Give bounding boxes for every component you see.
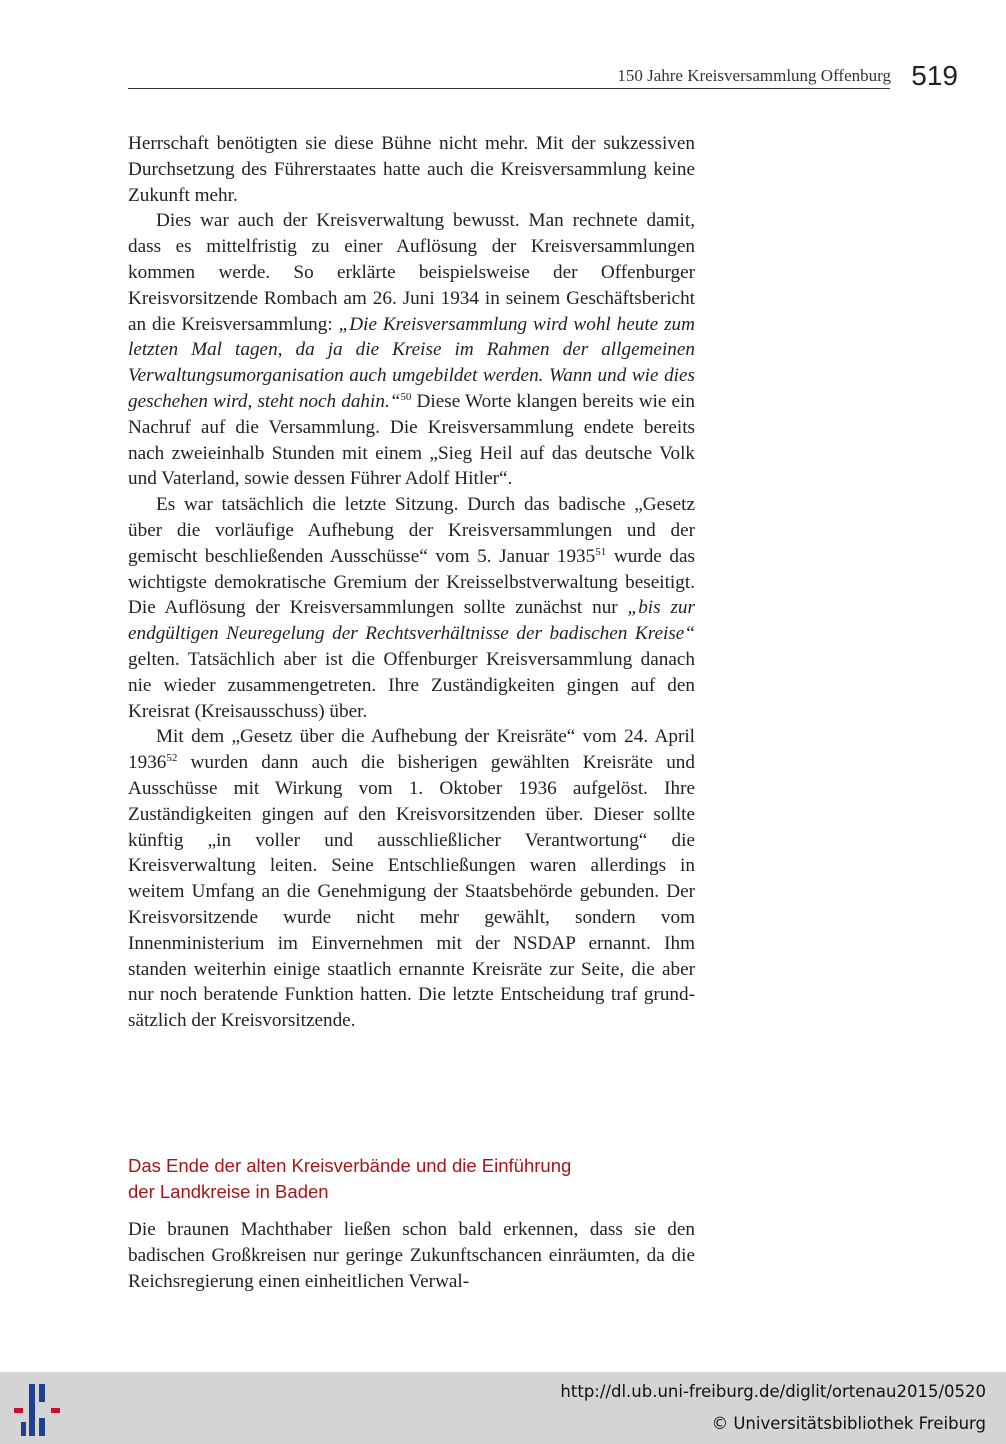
section-heading	[128, 1153, 695, 1204]
ub-freiburg-logo-icon[interactable]	[12, 1382, 64, 1438]
paragraph-2-quote: „Die Kreisversammlung wird wohl heute zum letzten Mal tagen, da ja die Kreise im Rahmen der allgemeinen Verwaltungsumorganisation auch umgebildet werden. Wann und wie dies geschehen wird, steht noch dahin.“	[128, 313, 696, 412]
paragraph-3-quote: „bis zur endgültigen Neuregelung der Rechtsverhältnisse der badischen Kreise“	[128, 597, 695, 645]
section-heading-line-1: Das Ende der alten Kreisverbände und die Einführung	[128, 1155, 572, 1176]
footer-bar	[0, 1372, 1006, 1444]
paragraph-4	[128, 724, 695, 1034]
paragraph-2-text-a: Dies war auch der Kreisverwaltung bewusst. Man rechnete damit, dass es mittelfristig zu einer Auflösung der Kreisversammlungen kommen werde. So erklärte beispielsweise der Offenburger Kreisvorsitzende Rombach am 26. Juni 1934 in seinem Geschäftsbericht an die Kreisversammlung:	[128, 210, 695, 335]
footer-url-link[interactable]: http://dl.ub.uni-freiburg.de/diglit/ortenau2015/0520	[560, 1382, 986, 1401]
page-header	[128, 58, 958, 98]
footer-copyright: © Universitätsbibliothek Freiburg	[711, 1414, 986, 1433]
paragraph-2	[128, 208, 695, 492]
footnote-ref-52: 52	[166, 752, 178, 765]
section-paragraph	[128, 1217, 695, 1294]
paragraph-4-text-a: Mit dem „Gesetz über die Aufhebung der Kreisräte“ vom 24. April 1936	[128, 726, 695, 774]
paragraph-3-text-b: wurde das wichtigste demokratische Gremium der Kreisselbstverwaltung beseitigt. Die Auflösung der Kreisversammlungen sollte zunächst nur	[128, 545, 696, 619]
section-paragraph-text: Die braunen Machthaber ließen schon bald erkennen, dass sie den badischen Großkreisen nur geringe Zukunftschancen einräumten, da die Reichsregierung einen einheitlichen Verwal-	[128, 1219, 695, 1292]
paragraph-3	[128, 492, 695, 724]
footnote-ref-51: 51	[595, 545, 607, 558]
running-title: 150 Jahre Kreisversammlung Offenburg	[617, 66, 891, 85]
page-number: 519	[911, 60, 958, 91]
paragraph-2-text-b: Diese Worte klangen bereits wie ein Nachruf auf die Versammlung. Die Kreisversammlung endete bereits nach zweieinhalb Stunden mit einem „Sieg Heil auf das deutsche Volk und Vaterland, sowie dessen Führer Adolf Hitler“.	[128, 390, 695, 490]
section-heading-line-2: der Landkreise in Baden	[128, 1180, 329, 1202]
paragraph-3-text-a: Es war tatsächlich die letzte Sitzung. Durch das badische „Gesetz über die vorläufige Aufhebung der Kreisversammlungen und der gemischt beschließenden Ausschüsse“ vom 5. Januar 1935	[128, 494, 695, 567]
header-rule	[128, 88, 890, 89]
main-text	[128, 131, 695, 1034]
paragraph-3-text-c: gelten. Tatsächlich aber ist die Offenburger Kreisversammlung danach nie wieder zusammengetreten. Ihre Zuständigkeiten gingen auf den Kreisrat (Kreisausschuss) über.	[128, 648, 695, 722]
paragraph-4-text-b: wurden dann auch die bisherigen gewählten Kreisräte und Ausschüsse mit Wirkung vom 1. Oktober 1936 aufgelöst. Ihre Zuständigkeiten gingen auf den Kreisvorsitzenden über. Dieser sollte künftig „in voller und ausschließlicher Verantwortung“ die Kreisverwaltung leiten. Seine Entschließungen waren allerdings in weitem Umfang an die Genehmigung der Staatsbehörde gebunden. Der Kreisvorsitzende wurde nicht mehr gewählt, sondern vom Innenministerium im Einvernehmen mit der NSDAP ernannt. Ihm standen weiterhin einige staatlich ernannte Kreisräte zur Seite, die aber nur noch beratende Funktion hatten. Die letzte Entscheidung traf grundsätzlich der Kreisvorsitzende.	[128, 752, 695, 1032]
paragraph-1	[128, 131, 695, 208]
footnote-ref-50: 50	[400, 390, 412, 403]
paragraph-1-text: Herrschaft benötigten sie diese Bühne nicht mehr. Mit der sukzessiven Durchsetzung des Führerstaates hatte auch die Kreisversammlung keine Zukunft mehr.	[128, 133, 695, 206]
